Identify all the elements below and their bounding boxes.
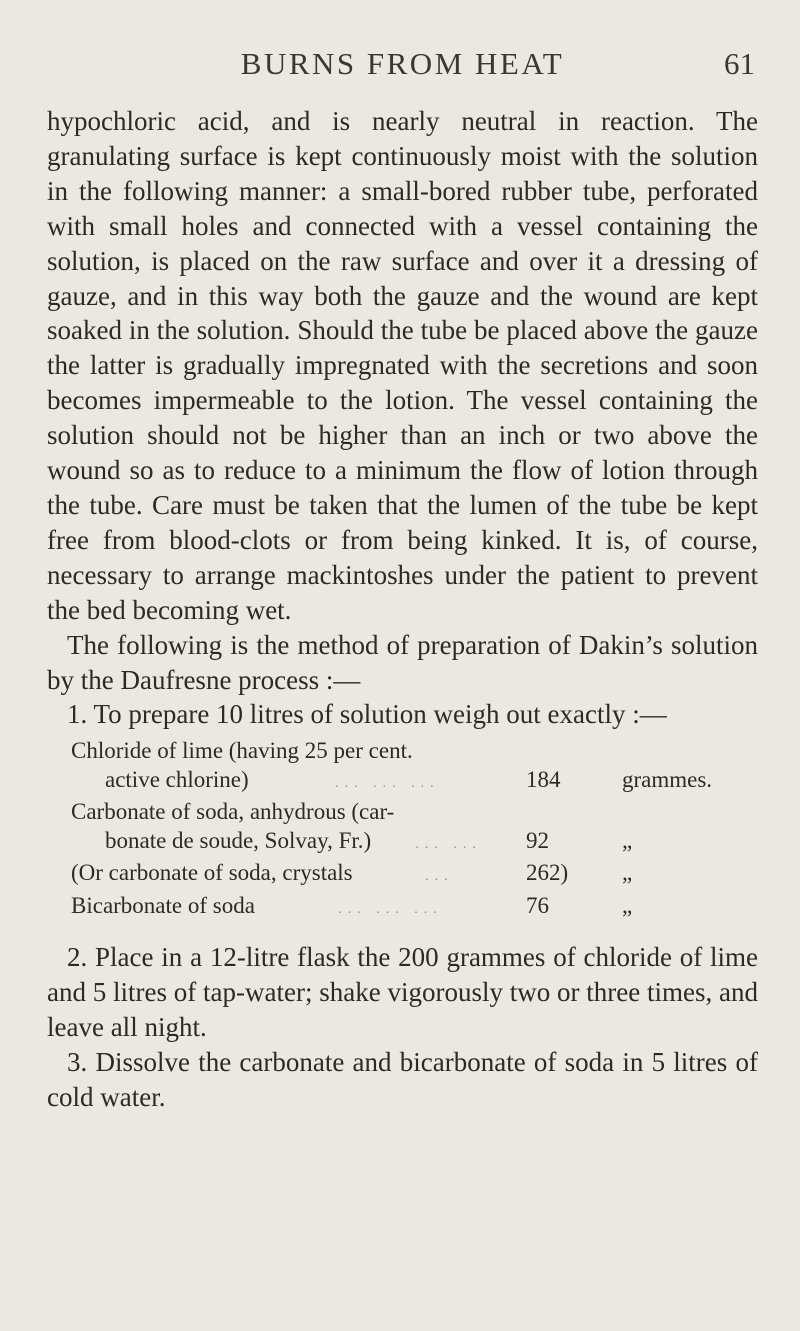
page-header <box>47 0 758 104</box>
body-text <box>47 104 758 1115</box>
ingredient-line <box>47 737 758 766</box>
ingredient-line <box>47 827 758 860</box>
ingredient-name: Chloride of lime (having 25 per cent. <box>71 738 413 764</box>
ingredient-quantity: 184 <box>526 766 561 792</box>
leader-dots: ... ... <box>415 836 482 852</box>
ingredient-name: Bicarbonate of soda <box>71 892 255 918</box>
running-title: BURNS FROM HEAT <box>240 46 565 81</box>
ingredient-unit: grammes. <box>622 766 713 792</box>
paragraph-step-1: 1. To prepare 10 litres of solution weigh out exactly :— <box>67 699 667 730</box>
paragraph-step-2: 2. Place in a 12-litre flask the 200 grammes of chloride of lime and 5 litres of tap-water; shake vigorously two or three times, and leave all night. <box>47 942 758 1043</box>
ingredient-line <box>47 859 758 892</box>
ingredient-list <box>47 737 758 924</box>
ingredient-quantity: 262) <box>526 860 569 886</box>
ingredient-unit: „ <box>622 827 633 853</box>
leader-dots: ... ... ... <box>338 901 443 917</box>
ingredient-name: active chlorine) <box>105 766 249 792</box>
ingredient-name: Carbonate of soda, anhydrous (car- <box>71 799 395 825</box>
paragraph-continuation: hypochloric acid, and is nearly neutral in reaction. The granulating surface is kept continuously moist with the solution in the following manner: a small-bored rubber tube, perforated with small holes and connected with a vessel containing the solution, is placed on the raw surface and over it a dressing of gauze, and in this way both the gauze and the wound are kept soaked in the solution. Should the tube be placed above the gauze the latter is gradually impregnated with the secretions and soon becomes impermeable to the lotion. The vessel containing the solution should not be higher than an inch or two above the wound so as to reduce to a minimum the flow of lotion through the tube. Care must be taken that the lumen of the tube be kept free from blood-clots or from being kinked. It is, of course, necessary to arrange mackintoshes under the patient to prevent the bed becoming wet. <box>47 106 758 625</box>
ingredient-line <box>47 892 758 925</box>
paragraph-step-3: 3. Dissolve the carbonate and bicarbonate of soda in 5 litres of cold water. <box>47 1047 758 1112</box>
paragraph-dakin-intro: The following is the method of preparation of Dakin’s solution by the Daufresne process :— <box>47 629 758 695</box>
ingredient-quantity: 76 <box>526 892 549 918</box>
ingredient-line <box>47 798 758 827</box>
ingredient-unit: „ <box>622 892 633 918</box>
ingredient-line <box>47 766 758 799</box>
ingredient-unit: „ <box>622 860 633 886</box>
leader-dots: ... ... ... <box>335 775 440 791</box>
ingredient-quantity: 92 <box>526 827 549 853</box>
ingredient-name: (Or carbonate of soda, crystals <box>71 860 353 886</box>
page-number: 61 <box>724 46 755 81</box>
ingredient-name: bonate de soude, Solvay, Fr.) <box>105 827 372 853</box>
leader-dots: ... <box>425 869 454 885</box>
